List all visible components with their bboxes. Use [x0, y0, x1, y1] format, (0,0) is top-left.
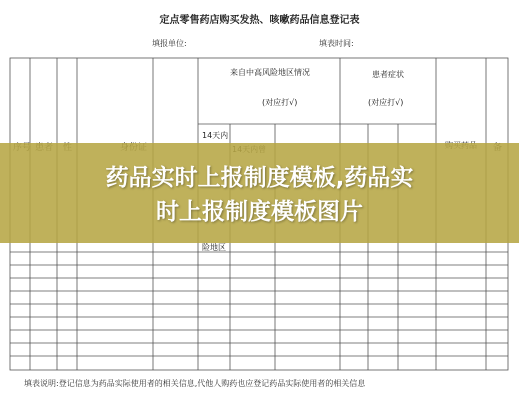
banner-line-2: 时上报制度模板图片: [156, 199, 363, 225]
reporting-unit-label: 填报单位:: [152, 39, 187, 48]
banner-title: [0, 161, 519, 229]
fill-date-label: 填表时间:: [319, 39, 354, 48]
column-risk-sub2: 险地区: [202, 243, 226, 252]
column-days14: 14天内: [202, 131, 229, 140]
column-symptoms: 患者症状: [372, 70, 404, 79]
footer-note: 填表说明:登记信息为药品实际使用者的相关信息,代他人购药也应登记药品实际使用者的相关信息: [24, 379, 366, 388]
column-risk-area-sub: (对应打√): [262, 98, 298, 107]
column-symptoms-sub: (对应打√): [368, 98, 404, 107]
banner-line-1: 药品实时上报制度模板,药品实: [105, 165, 414, 191]
column-risk-area: 来自中高风险地区情况: [230, 68, 310, 77]
title-banner: [0, 143, 519, 243]
form-title: 定点零售药店购买发热、咳嗽药品信息登记表: [159, 15, 360, 26]
